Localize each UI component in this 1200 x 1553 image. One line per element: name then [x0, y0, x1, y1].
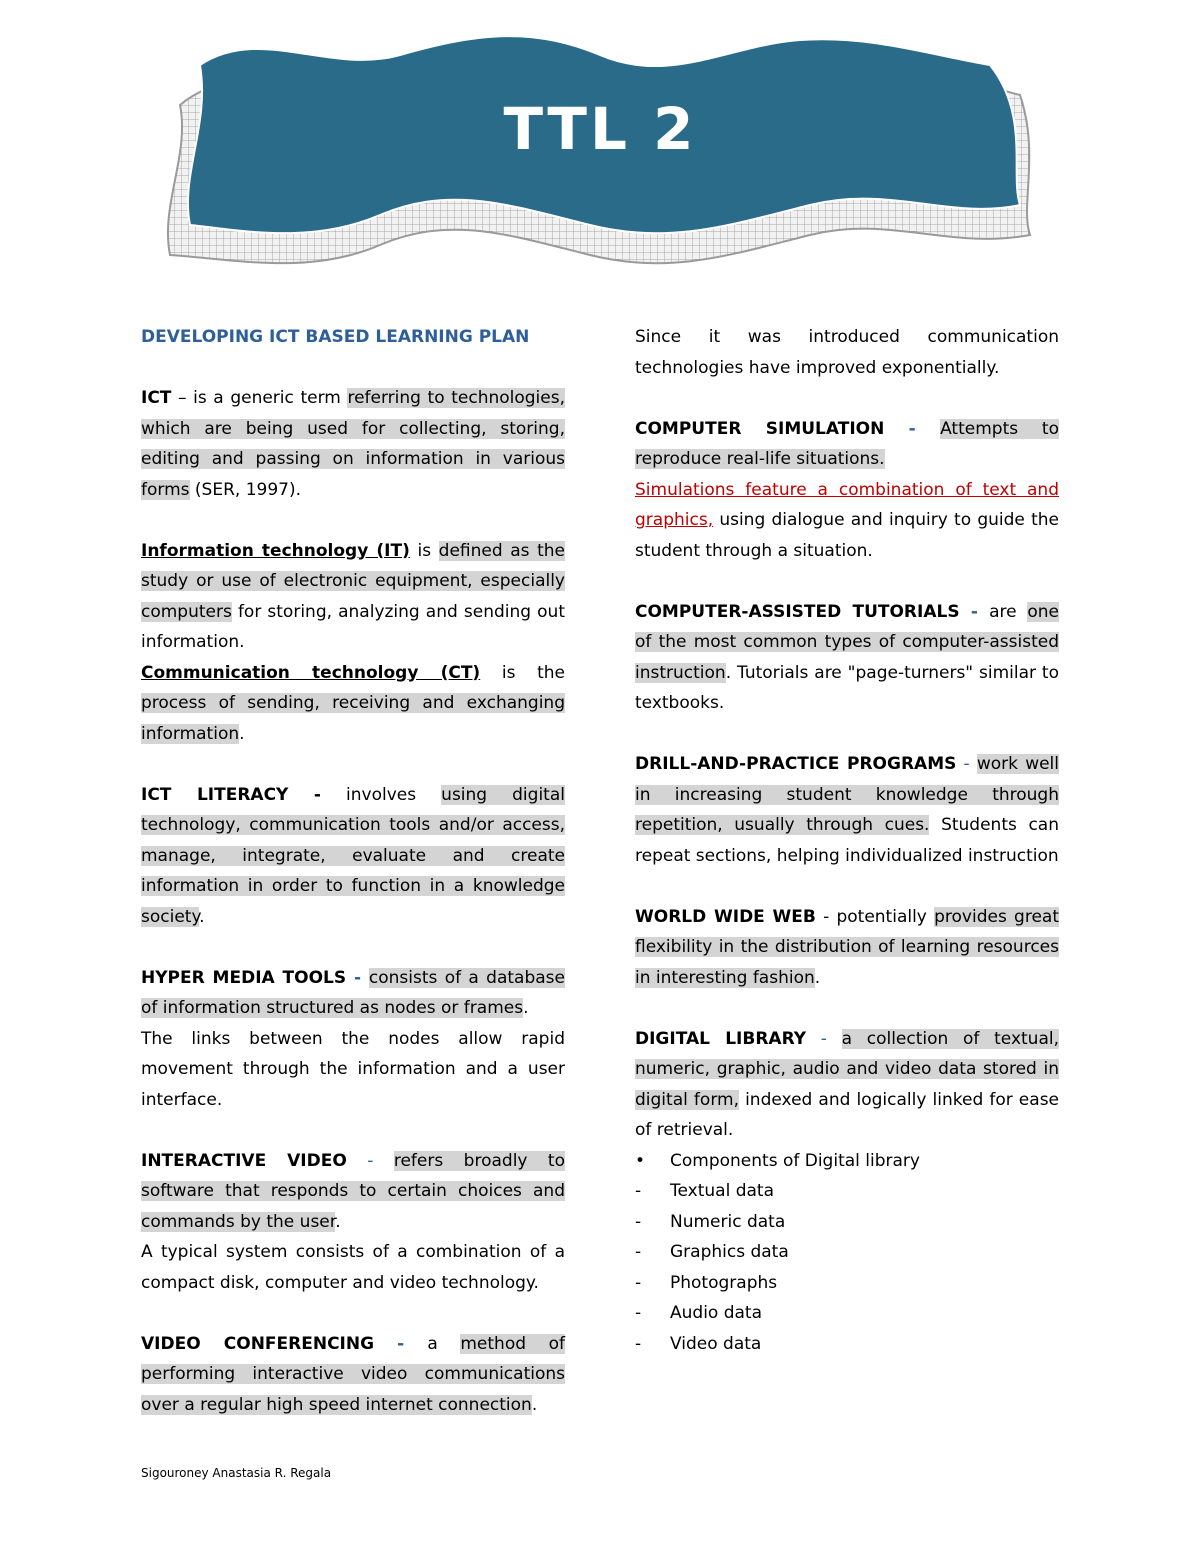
text: is the: [480, 662, 565, 683]
term: Information technology (IT): [141, 540, 410, 561]
highlight: method of performing interactive video communications over a regular high speed internet connection: [141, 1333, 565, 1415]
text: using dialogue and inquiry to guide the student through a situation.: [635, 510, 1059, 561]
list-item: - Numeric data: [635, 1207, 1059, 1238]
text: involves: [321, 784, 442, 805]
highlight: defined as the study or use of electronic equipment, especially computers: [141, 540, 566, 622]
text: is: [409, 540, 439, 561]
text: (SER, 1997).: [189, 479, 301, 500]
highlight: a collection of textual, numeric, graphic, audio and video data stored in digital form,: [635, 1028, 1059, 1110]
drill-practice-definition: [635, 749, 1059, 871]
dash-icon: -: [635, 1211, 642, 1232]
interactive-video-extra: A typical system consists of a combination of a compact disk, computer and video technology.: [141, 1242, 565, 1293]
highlight: refers broadly to software that responds to certain choices and commands by the user: [141, 1150, 565, 1232]
digital-library-definition: [635, 1024, 1059, 1146]
highlight: consists of a database of information structured as nodes or frames: [141, 967, 565, 1018]
text: .: [199, 906, 205, 927]
list-item: - Photographs: [635, 1268, 1059, 1299]
text: .: [531, 1394, 538, 1415]
highlight: using digital technology, communication tools and/or access, manage, integrate, evaluate and create information in order to function in a knowledge society: [141, 784, 565, 927]
www-definition: [635, 902, 1059, 994]
intro-text: Since it was introduced communication technologies have improved exponentially.: [635, 327, 1059, 378]
text: Students can repeat sections, helping individualized instruction: [635, 815, 1059, 866]
term: Communication technology (CT): [141, 662, 481, 683]
page-title: TTL 2: [503, 95, 697, 163]
section-heading: DEVELOPING ICT BASED LEARNING PLAN: [141, 327, 530, 347]
dash: -: [346, 1150, 394, 1171]
computer-simulation-definition: [635, 414, 1059, 567]
dash-icon: -: [635, 1242, 642, 1262]
text: are: [989, 601, 1028, 622]
text: - potentially: [815, 906, 935, 927]
dash-icon: -: [635, 1333, 642, 1354]
bullet-icon: •: [635, 1150, 646, 1171]
text: for storing, analyzing and sending out information.: [141, 601, 565, 652]
list-item: - Video data: [635, 1329, 1059, 1360]
ict-definition: [141, 383, 565, 505]
red-underlined-text: Simulations feature a combination of text and graphics,: [635, 479, 1059, 530]
term: WORLD WIDE WEB: [635, 906, 816, 927]
hypermedia-definition: [141, 963, 565, 1024]
text: .: [814, 967, 821, 988]
term: HYPER MEDIA TOOLS: [141, 967, 347, 988]
text: .: [239, 723, 245, 744]
ict-literacy-definition: [141, 780, 565, 933]
dash: -: [374, 1333, 428, 1354]
term: VIDEO CONFERENCING: [141, 1333, 375, 1354]
text: .: [335, 1211, 341, 1232]
dash: -: [806, 1028, 842, 1049]
dash-icon: -: [635, 1272, 642, 1293]
interactive-video-definition: [141, 1146, 565, 1238]
list-item: - Textual data: [635, 1176, 1059, 1207]
text: – is a generic term: [171, 388, 348, 408]
dash: -: [346, 967, 369, 988]
tutorials-definition: [635, 597, 1059, 719]
highlight: work well in increasing student knowledge through repetition, usually through cues.: [635, 754, 1059, 835]
list-item: • Components of Digital library: [635, 1146, 1059, 1177]
dash-icon: -: [635, 1181, 642, 1201]
highlight: referring to technologies, which are being used for collecting, storing, editing and passing on information in various forms: [141, 388, 565, 500]
digital-library-components: [635, 1146, 1059, 1360]
highlight: Attempts to reproduce real-life situations.: [635, 418, 1059, 469]
text: . Tutorials are "page-turners" similar to textbooks.: [635, 662, 1059, 713]
dash: -: [956, 754, 977, 774]
left-column: [141, 322, 565, 1420]
video-conferencing-definition: [141, 1329, 565, 1421]
term: COMPUTER-ASSISTED TUTORIALS: [635, 601, 960, 622]
term: COMPUTER SIMULATION: [635, 418, 885, 439]
term: DIGITAL LIBRARY: [635, 1028, 807, 1049]
dash: -: [884, 418, 941, 439]
term: DRILL-AND-PRACTICE PROGRAMS: [635, 754, 957, 774]
text: a: [427, 1333, 461, 1354]
it-definition: [141, 536, 565, 658]
highlight: one of the most common types of computer-assisted instruction: [635, 601, 1059, 683]
highlight: provides great flexibility in the distribution of learning resources in interesting fashion: [635, 906, 1059, 988]
term: ICT LITERACY -: [141, 784, 321, 805]
dash-icon: -: [635, 1303, 642, 1323]
dash: -: [959, 601, 990, 622]
term: ICT: [141, 388, 172, 408]
footer-author: Sigouroney Anastasia R. Regala: [141, 1466, 332, 1480]
ct-definition: [141, 658, 565, 750]
right-column: [635, 322, 1059, 1359]
term: INTERACTIVE VIDEO: [141, 1150, 347, 1171]
highlight: process of sending, receiving and exchanging information: [141, 693, 565, 744]
list-item: - Audio data: [635, 1298, 1059, 1329]
list-item: - Graphics data: [635, 1237, 1059, 1268]
text: indexed and logically linked for ease of retrieval.: [635, 1089, 1060, 1140]
text: .: [523, 998, 529, 1018]
hypermedia-extra: The links between the nodes allow rapid movement through the information and a user interface.: [141, 1028, 565, 1110]
